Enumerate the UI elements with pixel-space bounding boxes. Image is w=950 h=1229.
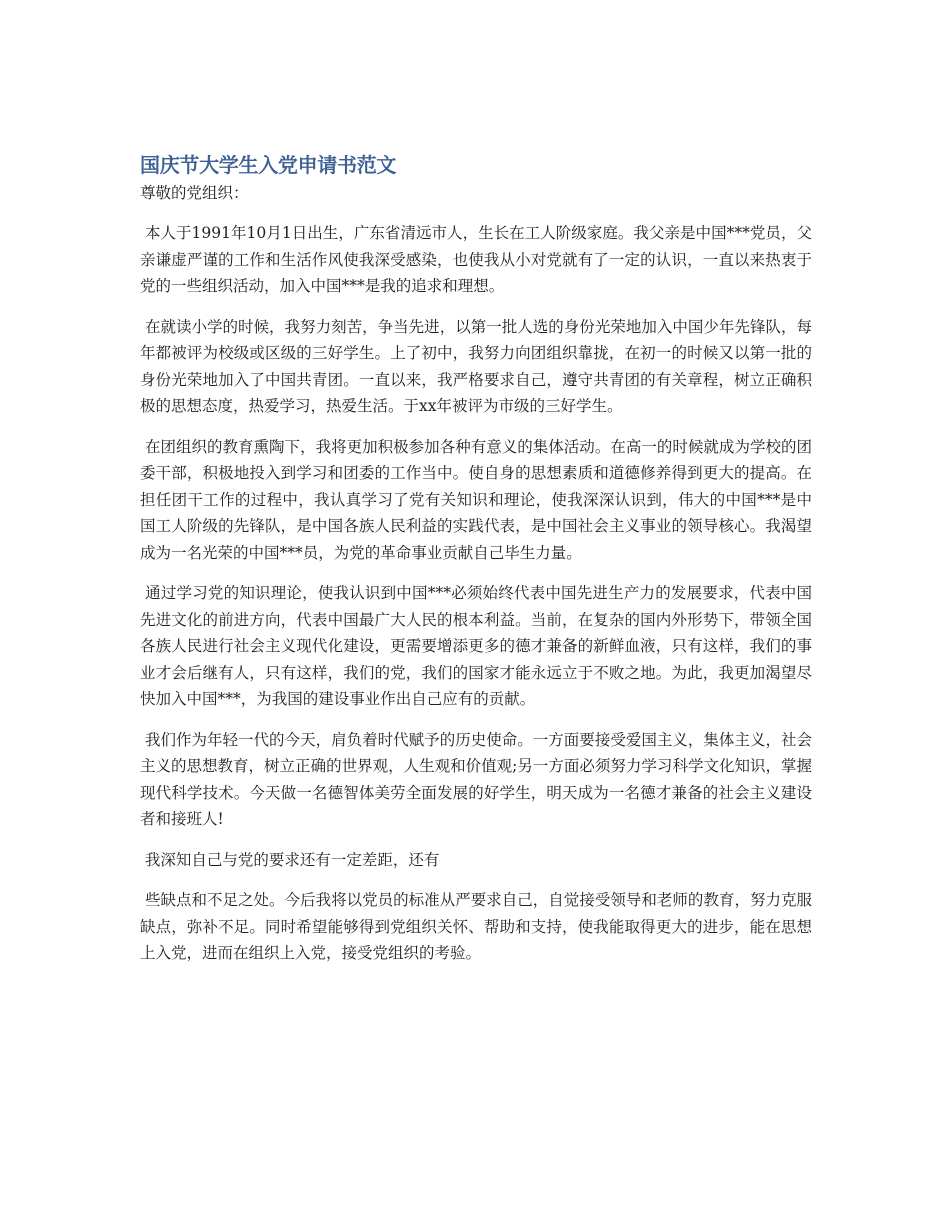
document-title: 国庆节大学生入党申请书范文: [140, 153, 397, 177]
salutation: 尊敬的党组织：: [140, 184, 249, 202]
paragraph-mission: 我们作为年轻一代的今天，肩负着时代赋予的历史使命。一方面要接受爱国主义，集体主义，社会主义的思想教育，树立正确的世界观，人生观和价值观;另一方面必须努力学习科学文化知识，掌握现代科学技术。今天做一名德智体美劳全面发展的好学生，明天成为一名德才兼备的社会主义建设者和接班人!: [140, 730, 812, 828]
paragraph-party-theory: 通过学习党的知识理论，使我认识到中国***必须始终代表中国先进生产力的发展要求，代表中国先进文化的前进方向，代表中国最广大人民的根本利益。当前，在复杂的国内外形势下，带领全国各族人民进行社会主义现代化建设，更需要增添更多的德才兼备的新鲜血液，只有这样，我们的事业才会后继有人，只有这样，我们的党，我们的国家才能永远立于不败之地。为此，我更加渴望尽快加入中国***，为我国的建设事业作出自己应有的贡献。: [140, 584, 812, 708]
paragraph-school-history: 在就读小学的时候，我努力刻苦，争当先进，以第一批人选的身份光荣地加入中国少年先锋队，每年都被评为校级或区级的三好学生。上了初中，我努力向团组织靠拢，在初一的时候又以第一批的身份光荣地加入了中国共青团。一直以来，我严格要求自己，遵守共青团的有关章程，树立正确积极的思想态度，热爱学习，热爱生活。于xx年被评为市级的三好学生。: [140, 317, 812, 415]
paragraph-birth-background: 本人于1991年10月1日出生，广东省清远市人，生长在工人阶级家庭。我父亲是中国***党员，父亲谦虚严谨的工作和生活作风使我深受感染，也使我从小对党就有了一定的认识，一直以来热衷于党的一些组织活动，加入中国***是我的追求和理想。: [140, 224, 812, 295]
paragraph-youth-league: 在团组织的教育熏陶下，我将更加积极参加各种有意义的集体活动。在高一的时候就成为学校的团委干部，积极地投入到学习和团委的工作当中。使自身的思想素质和道德修养得到更大的提高。在担任团干工作的过程中，我认真学习了党有关知识和理论，使我深深认识到，伟大的中国***是中国工人阶级的先锋队，是中国各族人民利益的实践代表，是中国社会主义事业的领导核心。我渴望成为一名光荣的中国***员，为党的革命事业贡献自己毕生力量。: [140, 437, 812, 562]
paragraph-shortcomings-intro: 我深知自己与党的要求还有一定差距，还有: [140, 850, 440, 869]
document-body: [140, 150, 812, 981]
paragraph-commitment: 些缺点和不足之处。今后我将以党员的标准从严要求自己，自觉接受领导和老师的教育，努力克服缺点，弥补不足。同时希望能够得到党组织关怀、帮助和支持，使我能取得更大的进步，能在思想上入党，进而在组织上入党，接受党组织的考验。: [140, 891, 812, 962]
